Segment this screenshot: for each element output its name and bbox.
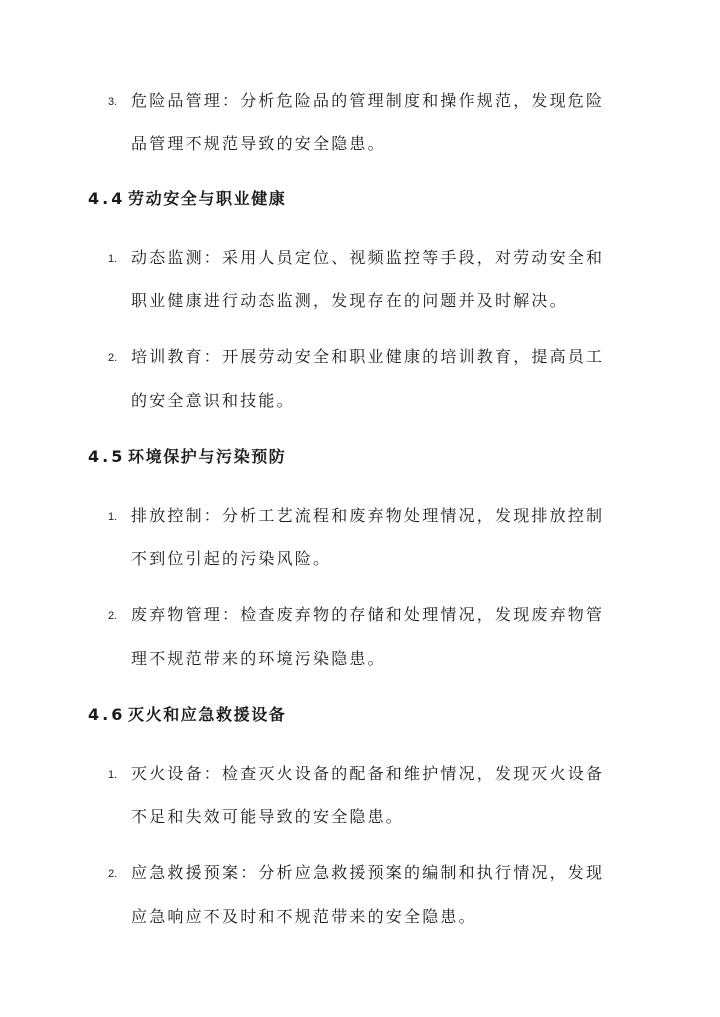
section-title: 灭火和应急救援设备 xyxy=(128,705,287,724)
list-item-text: 培训教育：开展劳动安全和职业健康的培训教育，提高员工 xyxy=(131,347,605,366)
list-number: 2. xyxy=(108,610,118,622)
section-number: 4.4 xyxy=(88,189,126,208)
section-heading xyxy=(88,189,286,209)
section-heading xyxy=(88,447,286,467)
list-item-text: 理不规范带来的环境污染隐患。 xyxy=(131,649,386,668)
list-number: 1. xyxy=(108,253,118,265)
list-item-text: 灭火设备：检查灭火设备的配备和维护情况，发现灭火设备 xyxy=(131,764,605,783)
list-number: 2. xyxy=(108,868,118,880)
section-heading xyxy=(88,705,286,725)
list-item-text: 不到位引起的污染风险。 xyxy=(131,549,332,568)
list-item-text: 废弃物管理：检查废弃物的存储和处理情况，发现废弃物管 xyxy=(131,605,605,624)
list-item-text: 不足和失效可能导致的安全隐患。 xyxy=(131,807,405,826)
list-item-text: 应急救援预案：分析应急救援预案的编制和执行情况，发现 xyxy=(131,863,605,882)
list-number: 1. xyxy=(108,769,118,781)
list-item-text: 排放控制：分析工艺流程和废弃物处理情况，发现排放控制 xyxy=(131,506,605,525)
list-number: 1. xyxy=(108,511,118,523)
list-number: 3. xyxy=(108,96,118,108)
list-item-text: 的安全意识和技能。 xyxy=(131,391,295,410)
list-number: 2. xyxy=(108,352,118,364)
list-item-text: 动态监测：采用人员定位、视频监控等手段，对劳动安全和 xyxy=(131,248,605,267)
section-title: 劳动安全与职业健康 xyxy=(128,189,287,208)
section-title: 环境保护与污染预防 xyxy=(128,447,287,466)
list-item-text: 应急响应不及时和不规范带来的安全隐患。 xyxy=(131,907,477,926)
list-item-text: 危险品管理：分析危险品的管理制度和操作规范，发现危险 xyxy=(131,91,605,110)
list-item-text: 职业健康进行动态监测，发现存在的问题并及时解决。 xyxy=(131,291,568,310)
section-number: 4.6 xyxy=(88,705,126,724)
section-number: 4.5 xyxy=(88,447,126,466)
list-item-text: 品管理不规范导致的安全隐患。 xyxy=(131,134,386,153)
